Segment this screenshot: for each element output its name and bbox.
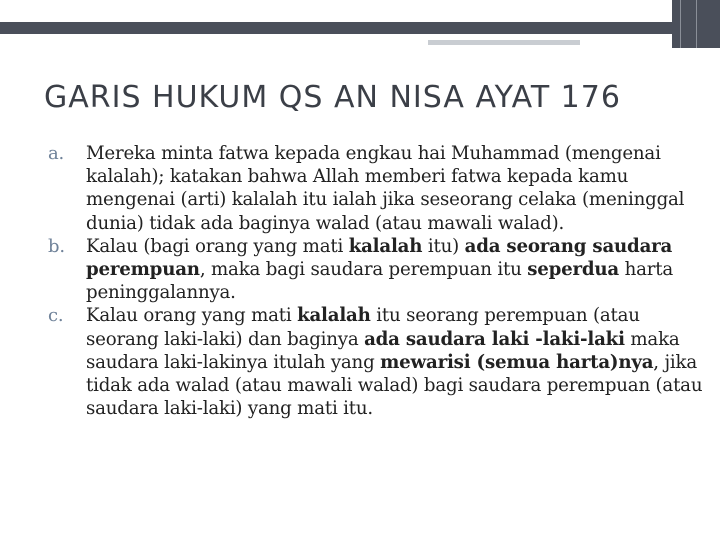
list-marker: b. — [48, 235, 65, 257]
item-text-bold: kalalah — [297, 305, 371, 327]
slide-header-decoration — [0, 0, 720, 22]
item-text-bold: kalalah — [348, 235, 423, 257]
slide-title: GARIS HUKUM QS AN NISA AYAT 176 — [44, 80, 621, 115]
header-corner-block — [672, 0, 720, 48]
item-text: , jika tidak ada walad (atau mawali walad) bagi saudara perempuan (atau saudara laki-laki) yang mati itu. — [86, 351, 703, 420]
item-text-bold: mewarisi (semua harta)nya — [380, 351, 654, 373]
item-text-bold: ada saudara laki -laki-laki — [364, 328, 625, 350]
item-text-bold: seperdua — [527, 259, 619, 281]
item-text: , maka bagi saudara perempuan itu — [199, 259, 528, 281]
header-accent-bar — [428, 40, 580, 45]
header-band — [0, 22, 672, 34]
item-text: Kalau (bagi orang yang mati — [86, 235, 349, 257]
list-item — [44, 235, 704, 305]
item-text: Mereka minta fatwa kepada engkau hai Muhammad (mengenai kalalah); katakan bahwa Allah memberi fatwa kepada kamu mengenai (arti) kalalah itu ialah jika seseorang celaka (meninggal dunia) tidak ada baginya walad (atau mawali walad). — [86, 143, 685, 234]
content-list — [44, 142, 704, 420]
item-text: itu seorang perempuan (atau seorang laki-laki) dan baginya — [86, 305, 640, 350]
item-text: harta peninggalannya. — [86, 259, 673, 304]
corner-divider — [696, 0, 697, 48]
item-text-bold: ada seorang saudara perempuan — [86, 235, 673, 281]
item-text: itu) — [422, 235, 465, 257]
list-item — [44, 304, 704, 420]
list-marker: c. — [48, 305, 64, 327]
item-text: maka saudara laki-lakinya itulah yang — [86, 328, 680, 373]
list-marker: a. — [48, 143, 65, 164]
corner-divider — [680, 0, 681, 48]
list-item — [44, 142, 704, 235]
item-text: Kalau orang yang mati — [86, 305, 298, 327]
